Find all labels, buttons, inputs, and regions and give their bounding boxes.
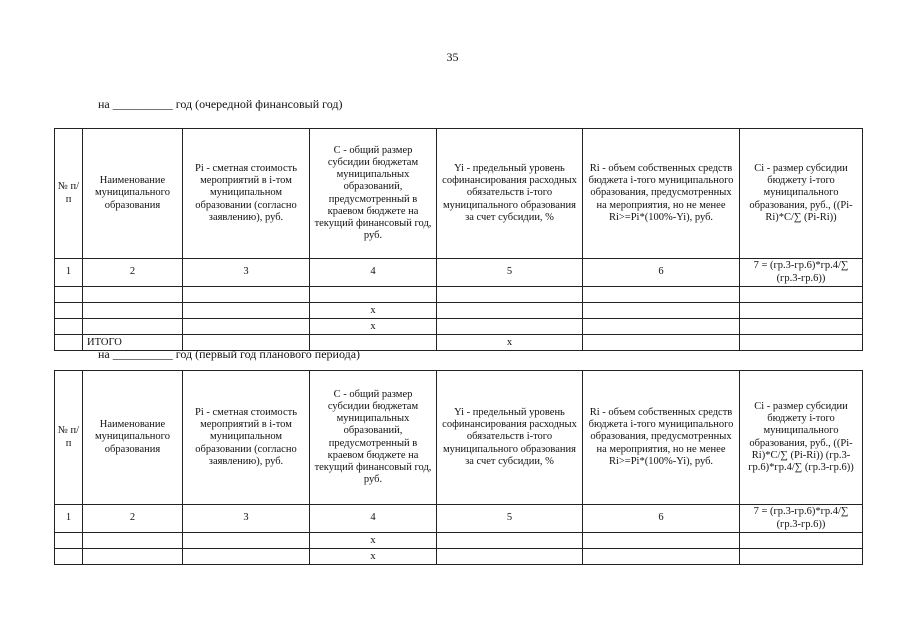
column-number-cell: 4	[310, 505, 437, 533]
table-cell	[55, 335, 83, 351]
table-cell: x	[310, 319, 437, 335]
column-number-cell: 3	[183, 259, 310, 287]
column-number-cell: 6	[583, 505, 740, 533]
table-cell	[583, 549, 740, 565]
header-cell-municipality: Наименование муниципального образования	[83, 371, 183, 505]
table-cell	[55, 319, 83, 335]
header-cell-cofinancing-limit: Yi - предельный уровень софинансирования расходных обязательств i-того муниципального образования за счет субсидии, %	[437, 129, 583, 259]
column-number-cell: 5	[437, 259, 583, 287]
table-cell: x	[310, 549, 437, 565]
table-cell: x	[437, 335, 583, 351]
table-cell	[55, 303, 83, 319]
table-cell	[437, 549, 583, 565]
table-cell	[83, 319, 183, 335]
section-heading-current-year: на __________ год (очередной финансовый год)	[98, 97, 343, 111]
table-row	[55, 549, 863, 565]
table-cell	[740, 335, 863, 351]
column-number-cell: 7 = (гр.3-гр.6)*гр.4/∑ (гр.3-гр.6))	[740, 259, 863, 287]
column-number-cell: 3	[183, 505, 310, 533]
table-row	[55, 287, 863, 303]
subsidy-table-first-planning-year	[54, 370, 863, 565]
table-row	[55, 533, 863, 549]
table-cell	[183, 319, 310, 335]
table-cell	[183, 533, 310, 549]
column-number-row	[55, 259, 863, 287]
header-cell-number: № п/п	[55, 371, 83, 505]
table-row	[55, 303, 863, 319]
table-cell	[437, 303, 583, 319]
header-cell-cofinancing-limit: Yi - предельный уровень софинансирования расходных обязательств i-того муниципального образования за счет субсидии, %	[437, 371, 583, 505]
table-cell	[740, 533, 863, 549]
section-heading-first-planning-year: на __________ год (первый год планового периода)	[98, 347, 361, 361]
header-cell-estimated-cost: Pi - сметная стоимость мероприятий в i-том муниципальном образовании (согласно заявлению), руб.	[183, 371, 310, 505]
table-cell	[55, 533, 83, 549]
table-cell	[583, 287, 740, 303]
table-cell	[583, 319, 740, 335]
column-number-cell: 6	[583, 259, 740, 287]
table-cell	[183, 549, 310, 565]
table-cell	[740, 549, 863, 565]
header-cell-subsidy-amount: Ci - размер субсидии бюджету i-того муниципального образования, руб., ((Pi-Ri)*C/∑ (Pi-Ri)) (гр.3-гр.6)*гр.4/∑ (гр.3-гр.6))	[740, 371, 863, 505]
table-cell	[55, 287, 83, 303]
table-cell	[437, 319, 583, 335]
subsidy-table-current-year	[54, 128, 863, 351]
header-cell-own-funds: Ri - объем собственных средств бюджета i-того муниципального образования, предусмотренных на мероприятия, но не менее Ri>=Pi*(100%-Yi), руб.	[583, 371, 740, 505]
header-cell-municipality: Наименование муниципального образования	[83, 129, 183, 259]
table-cell	[740, 303, 863, 319]
table-cell	[740, 287, 863, 303]
header-cell-own-funds: Ri - объем собственных средств бюджета i-того муниципального образования, предусмотренных на мероприятия, но не менее Ri>=Pi*(100%-Yi), руб.	[583, 129, 740, 259]
table-cell	[310, 287, 437, 303]
table-cell	[583, 303, 740, 319]
table-cell	[183, 303, 310, 319]
table-cell	[83, 549, 183, 565]
total-label: ИТОГО	[83, 335, 183, 351]
header-cell-total-subsidy: C - общий размер субсидии бюджетам муниципальных образований, предусмотренный в краевом бюджете на текущий финансовый год, руб.	[310, 129, 437, 259]
header-row	[55, 371, 863, 505]
table-cell	[83, 533, 183, 549]
header-cell-estimated-cost: Pi - сметная стоимость мероприятий в i-том муниципальном образовании (согласно заявлению), руб.	[183, 129, 310, 259]
page-number: 35	[446, 50, 459, 64]
table-cell	[55, 549, 83, 565]
table-cell	[83, 287, 183, 303]
header-row	[55, 129, 863, 259]
column-number-cell: 1	[55, 259, 83, 287]
table-cell	[183, 287, 310, 303]
table-cell	[437, 287, 583, 303]
table-cell	[583, 335, 740, 351]
table-cell: x	[310, 303, 437, 319]
column-number-cell: 2	[83, 259, 183, 287]
header-cell-total-subsidy: C - общий размер субсидии бюджетам муниципальных образований, предусмотренный в краевом бюджете на текущий финансовый год, руб.	[310, 371, 437, 505]
column-number-row	[55, 505, 863, 533]
table-cell	[583, 533, 740, 549]
column-number-cell: 7 = (гр.3-гр.6)*гр.4/∑ (гр.3-гр.6))	[740, 505, 863, 533]
header-cell-subsidy-amount: Ci - размер субсидии бюджету i-того муниципального образования, руб., ((Pi-Ri)*C/∑ (Pi-Ri))	[740, 129, 863, 259]
table-cell	[740, 319, 863, 335]
table-cell	[437, 533, 583, 549]
column-number-cell: 5	[437, 505, 583, 533]
header-cell-number: № п/п	[55, 129, 83, 259]
table-row	[55, 319, 863, 335]
table-cell: x	[310, 533, 437, 549]
table-cell	[83, 303, 183, 319]
column-number-cell: 4	[310, 259, 437, 287]
column-number-cell: 1	[55, 505, 83, 533]
column-number-cell: 2	[83, 505, 183, 533]
